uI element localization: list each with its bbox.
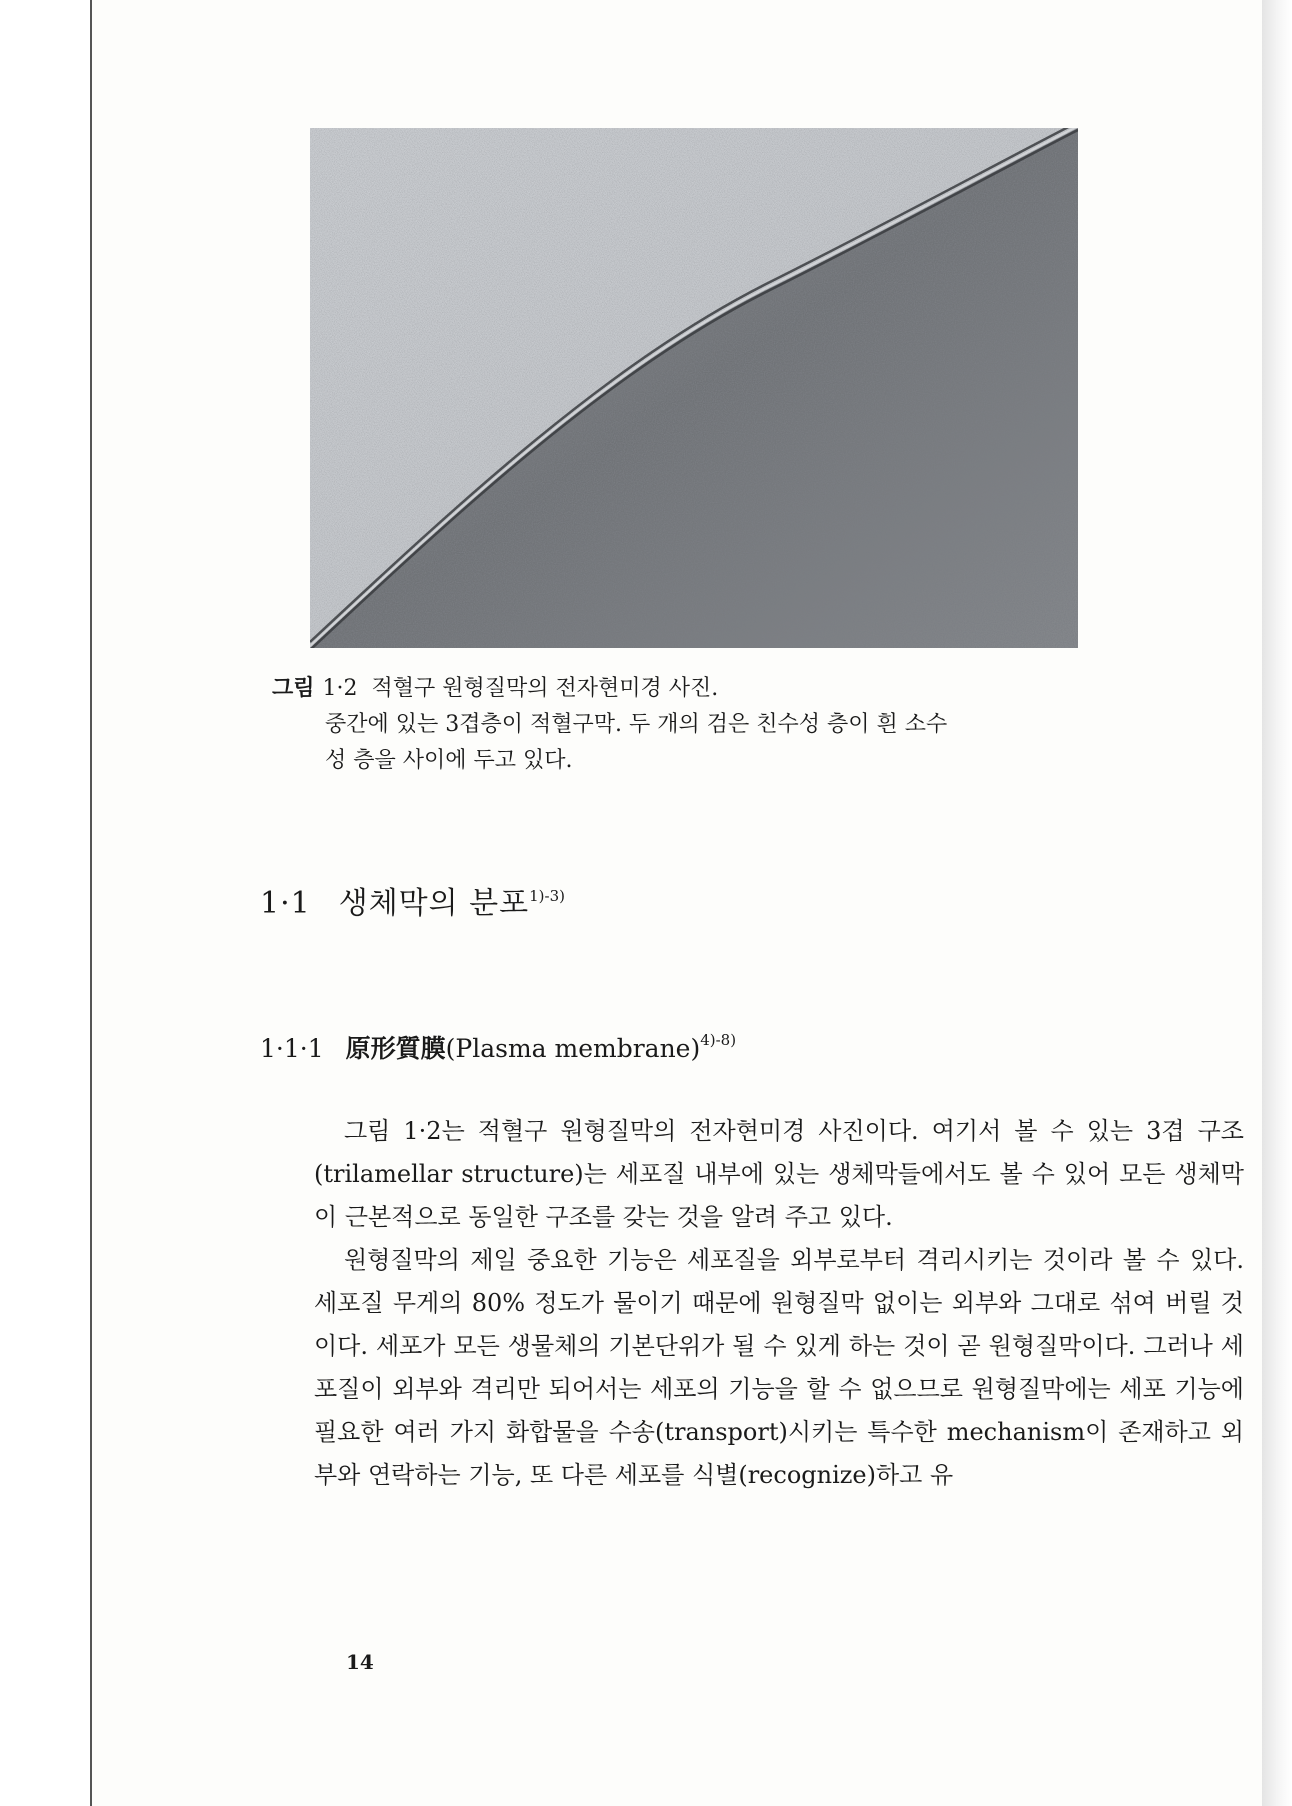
subsection-number: 1·1·1 <box>260 1034 324 1063</box>
figure-number: 1·2 <box>322 676 358 701</box>
electron-micrograph-image <box>310 128 1078 648</box>
subsection-title-hanja: 原形質膜 <box>345 1034 446 1063</box>
section-number: 1·1 <box>260 886 311 921</box>
page-number: 14 <box>346 1650 374 1674</box>
subsection-reference: 4)-8) <box>700 1031 737 1049</box>
section-reference: 1)-3) <box>529 887 565 905</box>
caption-line-2: 중간에 있는 3겹층이 적혈구막. 두 개의 검은 친수성 층이 흰 소수 <box>325 712 948 737</box>
subsection-heading <box>260 1022 736 1067</box>
subsection-title-english: (Plasma membrane) <box>445 1034 701 1063</box>
figure-caption <box>272 670 1232 779</box>
section-title: 생체막의 분포 <box>338 886 530 921</box>
figure-label: 그림 <box>272 675 315 701</box>
section-heading <box>260 876 565 924</box>
body-text <box>314 1110 1244 1497</box>
paragraph-2: 원형질막의 제일 중요한 기능은 세포질을 외부로부터 격리시키는 것이라 볼 수 있다. 세포질 무게의 80% 정도가 물이기 때문에 원형질막 없이는 외부와 그대로 섞여 버릴 것이다. 세포가 모든 생물체의 기본단위가 될 수 있게 하는 것이 곧 원형질막이다. 그러나 세포질이 외부와 격리만 되어서는 세포의 기능을 할 수 없으므로 원형질막에는 세포 기능에 필요한 여러 가지 화합물을 수송(transport)시키는 특수한 mechanism이 존재하고 외부와 연락하는 기능, 또 다른 세포를 식별(recognize)하고 유 <box>314 1246 1244 1489</box>
micrograph-svg <box>310 128 1078 648</box>
caption-line-3: 성 층을 사이에 두고 있다. <box>325 748 573 773</box>
book-page <box>90 0 1262 1806</box>
page-edge-shadow <box>1262 0 1292 1806</box>
caption-line-1 <box>272 670 1232 707</box>
paragraph-1: 그림 1·2는 적혈구 원형질막의 전자현미경 사진이다. 여기서 볼 수 있는 3겹 구조(trilamellar structure)는 세포질 내부에 있는 생체막들에서도 볼 수 있어 모든 생체막이 근본적으로 동일한 구조를 갖는 것을 알려 주고 있다. <box>314 1117 1244 1231</box>
caption-title: 적혈구 원형질막의 전자현미경 사진. <box>371 676 719 701</box>
